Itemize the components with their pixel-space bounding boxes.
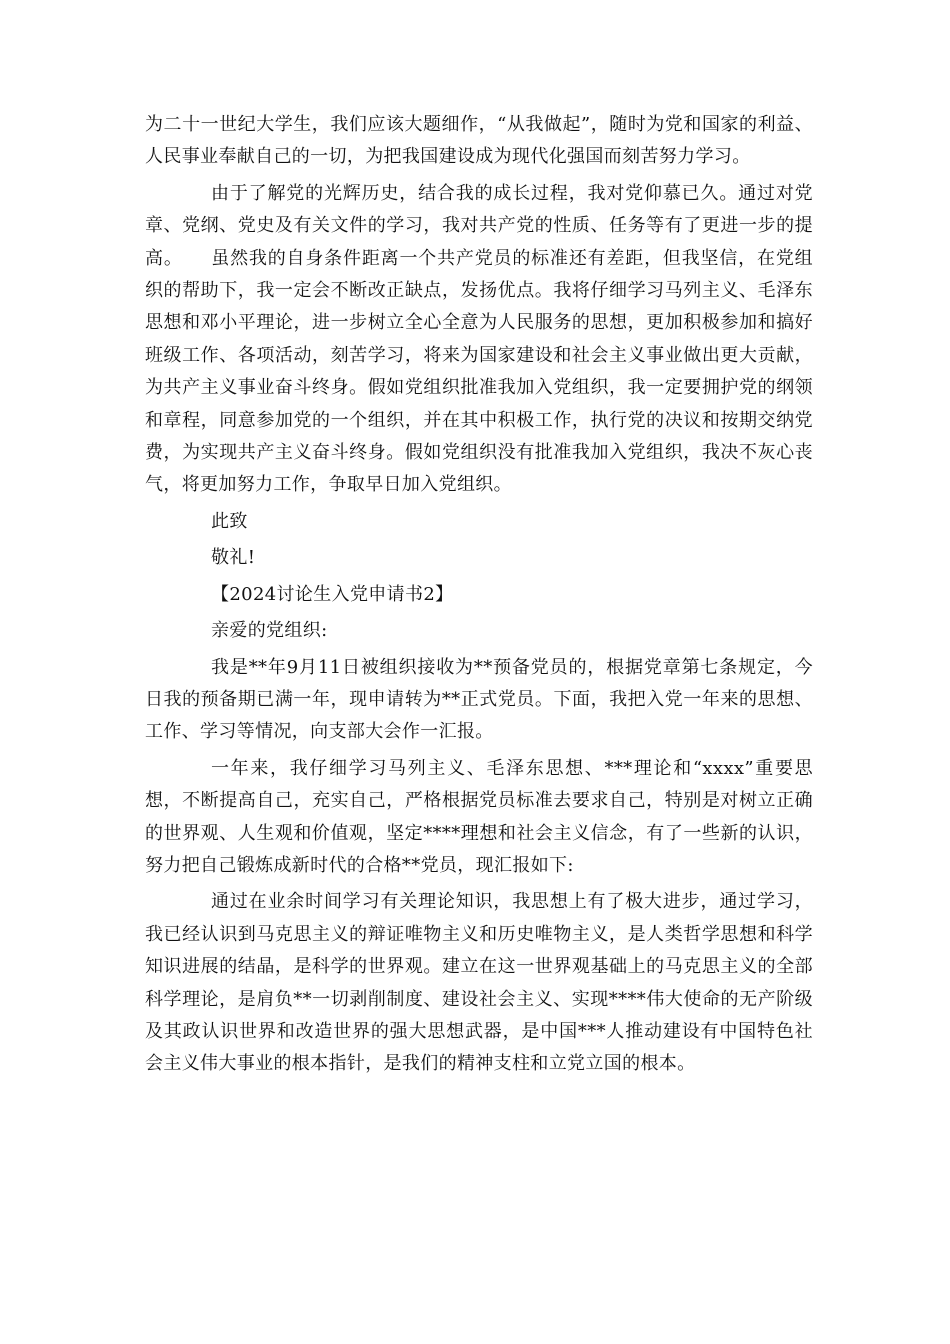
closing-salutation: 此致 xyxy=(211,510,248,532)
paragraph-introduction: 我是**年9月11日被组织接收为**预备党员的，根据党章第七条规定，今日我的预备期已满一年，现申请转为**正式党员。下面，我把入党一年来的思想、工作、学习等情况，向支部大会作一汇报。 xyxy=(145,656,813,743)
paragraph-understanding-party: 由于了解党的光辉历史，结合我的成长过程，我对党仰慕已久。通过对党章、党纲、党史及有关文件的学习，我对共产党的性质、任务等有了更进一步的提高。 虽然我的自身条件距离一个共产党员的标准还有差距，但我坚信，在党组织的帮助下，我一定会不断改正缺点，发扬优点。我将仔细学习马列主义、毛泽东思想和邓小平理论，进一步树立全心全意为人民服务的思想，更加积极参加和搞好班级工作、各项活动，刻苦学习，将来为国家建设和社会主义事业做出更大贡献，为共产主义事业奋斗终身。假如党组织批准我加入党组织，我一定要拥护党的纲领和章程，同意参加党的一个组织，并在其中积极工作，执行党的决议和按期交纳党费，为实现共产主义奋斗终身。假如党组织没有批准我加入党组织，我决不灰心丧气，将更加努力工作，争取早日加入党组织。 xyxy=(145,182,813,496)
paragraph-continuation: 为二十一世纪大学生，我们应该大题细作，“从我做起”，随时为党和国家的利益、人民事业奉献自己的一切，为把我国建设成为现代化强国而刻苦努力学习。 xyxy=(145,114,813,168)
section-heading: 【2024讨论生入党申请书2】 xyxy=(211,583,454,605)
closing-regards: 敬礼! xyxy=(211,547,256,569)
document-body xyxy=(145,109,813,1081)
paragraph-year-review: 一年来，我仔细学习马列主义、毛泽东思想、***理论和“xxxx”重要思想，不断提高自己，充实自己，严格根据党员标准去要求自己，特别是对树立正确的世界观、人生观和价值观，坚定****理想和社会主义信念，有了一些新的认识，努力把自己锻炼成新时代的合格**党员，现汇报如下: xyxy=(145,757,813,876)
paragraph-theory-study: 通过在业余时间学习有关理论知识，我思想上有了极大进步，通过学习，我已经认识到马克思主义的辩证唯物主义和历史唯物主义，是人类哲学思想和科学知识进展的结晶，是科学的世界观。建立在这一世界观基础上的马克思主义的全部科学理论，是肩负**一切剥削制度、建设社会主义、实现****伟大使命的无产阶级及其政认识世界和改造世界的强大思想武器，是中国***人推动建设有中国特色社会主义伟大事业的根本指针，是我们的精神支柱和立党立国的根本。 xyxy=(145,891,813,1075)
greeting: 亲爱的党组织: xyxy=(211,620,328,642)
